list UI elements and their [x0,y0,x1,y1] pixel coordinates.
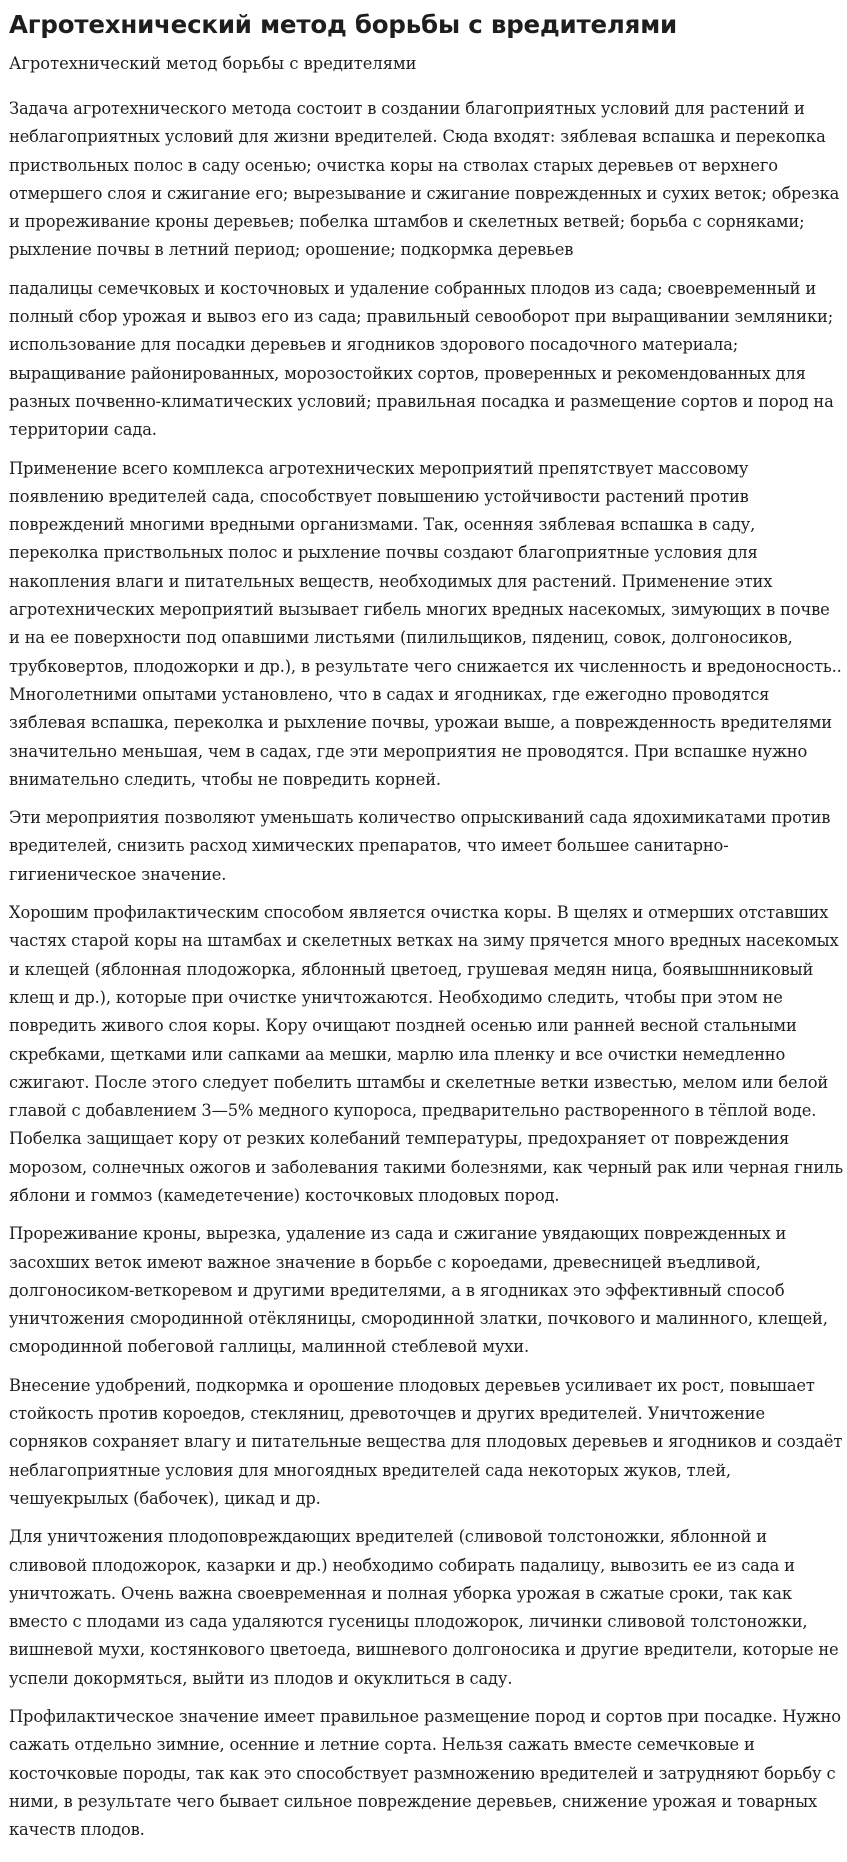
article-title: Агротехнический метод борьбы с вредителями [9,10,677,39]
paragraph-4: Эти мероприятия позволяют уменьшать количество опрыскиваний сада ядохимикатами против вредителей, снизить расход химических препаратов, что имеет большее санитарно-гигиеническое значение. [9,808,831,884]
paragraph-6: Прореживание кроны, вырезка, удаление из сада и сжигание увядающих поврежденных и засохших веток имеют важное значение в борьбе с короедами, древесницей въедливой, долгоносиком-веткоревом и другими вредителями, а в ягодниках это эффективный способ уничтожения смородинной отёкляницы, смородинной златки, почкового и малинного, клещей, смородинной побеговой галлицы, малинной стеблевой мухи. [9,1224,828,1357]
paragraph-5: Хорошим профилактическим способом является очистка коры. В щелях и отмерших отставших частях старой коры на штамбах и скелетных ветках на зиму прячется много вредных насекомых и клещей (яблонная плодожорка, яблонный цветоед, грушевая медян ница, боявышнниковый клещ и др.), которые при очистке уничтожаются. Необходимо следить, чтобы при этом не повредить живого слоя коры. Кору очищают поздней осенью или ранней весной стальными скребками, щетками или сапками аа мешки, марлю ила пленку и все очистки немедленно сжигают. После этого следует побелить штамбы и скелетные ветки известью, мелом или белой главой с добавлением 3—5% медного купороса, предварительно растворенного в тёплой воде. Побелка защищает кору от резких колебаний температуры, предохраняет от повреждения морозом, солнечных ожогов и заболевания такими болезнями, как черный рак или черная гниль яблони и гоммоз (камедетечение) косточковых плодовых пород. [9,903,843,1205]
paragraph-7: Внесение удобрений, подкормка и орошение плодовых деревьев усиливает их рост, повышает стойкость против короедов, стекляниц, древоточцев и других вредителей. Уничтожение сорняков сохраняет влагу и питательные вещества для плодовых деревьев и ягодников и создаёт неблагоприятные условия для многоядных вредителей сада некоторых жуков, тлей, чешуекрылых (бабочек), цикад и др. [9,1375,843,1508]
paragraph-9: Профилактическое значение имеет правильное размещение пород и сортов при посадке. Нужно сажать отдельно зимние, осенние и летние сорта. Нельзя сажать вместе семечковые и косточковые породы, так как это способствует размножению вредителей и затрудняют борьбу с ними, в результате чего бывает сильное повреждение деревьев, снижение урожая и товарных качеств плодов. [9,1707,841,1840]
paragraph-1: Задача агротехнического метода состоит в создании благоприятных условий для растений и неблагоприятных условий для жизни вредителей. Сюда входят: зяблевая вспашка и перекопка приствольных полос в саду осенью; очистка коры на стволах старых деревьев от верхнего отмершего слоя и сжигание его; вырезывание и сжигание поврежденных и сухих веток; обрезка и прореживание кроны деревьев; побелка штамбов и скелетных ветвей; борьба с сорняками; рыхление почвы в летний период; орошение; подкормка деревьев [9,99,840,260]
paragraph-8: Для уничтожения плодоповреждающих вредителей (сливовой толстоножки, яблонной и сливовой плодожорок, казарки и др.) необходимо собирать падалицу, вывозить ее из сада и уничтожать. Очень важна своевременная и полная уборка урожая в сжатые сроки, так как вместо с плодами из сада удаляются гусеницы плодожорок, личинки сливовой толстоножки, вишневой мухи, костянкового цветоеда, вишневого долгоносика и другие вредители, которые не успели докормяться, выйти из плодов и окуклиться в саду. [9,1527,839,1688]
paragraph-2: падалицы семечковых и косточновых и удаление собранных плодов из сада; своевременный и полный сбор урожая и вывоз его из сада; правильный севооборот при выращивании земляники; использование для посадки деревьев и ягодников здорового посадочного материала; выращивание районированных, морозостойких сортов, проверенных и рекомендованных для разных почвенно-климатических условий; правильная посадка и размещение сортов и пород на территории сада. [9,278,834,440]
paragraph-3: Применение всего комплекса агротехнических мероприятий препятствует массовому появлению вредителей сада, способствует повышению устойчивости растений против повреждений многими вредными организмами. Так, осенняя зяблевая вспашка в саду, переколка приствольных полос и рыхление почвы создают благоприятные условия для накопления влаги и питательных веществ, необходимых для растений. Применение этих агротехнических мероприятий вызывает гибель многих вредных насекомых, зимующих в почве и на ее поверхности под опавшими листьями (пилильщиков, пядениц, совок, долгоносиков, трубковертов, плодожорки и др.), в результате чего снижается их численность и вредоносность.. Многолетними опытами установлено, что в садах и ягодниках, где ежегодно проводятся зяблевая вспашка, переколка и рыхление почвы, урожаи выше, а поврежденность вредителями значительно меньшая, чем в садах, где эти мероприятия не проводятся. При вспашке нужно внимательно следить, чтобы не повредить корней. [9,458,842,789]
article-subtitle: Агротехнический метод борьбы с вредителями [9,54,417,73]
